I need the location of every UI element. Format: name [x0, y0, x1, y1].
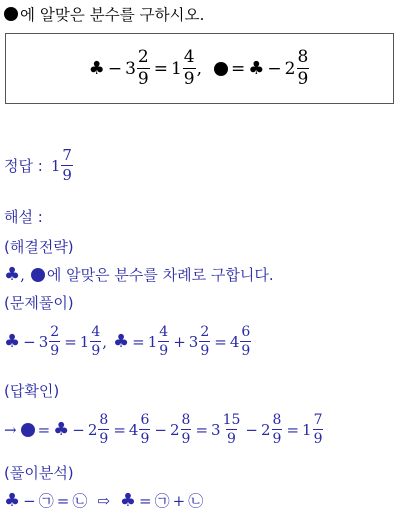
equals-sign: = — [139, 491, 152, 510]
check-line — [4, 413, 324, 446]
double-arrow-icon: ⇨ — [97, 491, 110, 510]
fraction: $\frac{2}{9}$ — [50, 324, 60, 359]
club-suit-icon: ♣ — [4, 263, 21, 285]
whole-number: 1 — [79, 332, 90, 351]
equals-sign: = — [113, 420, 126, 439]
minus-sign: − — [107, 58, 123, 79]
strategy-line — [4, 264, 274, 285]
analysis-heading: (풀이분석) — [4, 464, 74, 482]
filled-circle-icon — [4, 7, 18, 21]
comma: , — [196, 58, 203, 79]
equals-sign: = — [132, 332, 145, 351]
fraction: $\frac{6}{9}$ — [140, 412, 150, 447]
strategy-text: 에 알맞은 분수를 차례로 구합니다. — [46, 266, 274, 284]
equals-sign: = — [56, 491, 70, 510]
filled-circle-icon — [214, 62, 228, 76]
equals-sign: = — [64, 332, 77, 351]
answer-fraction: $\frac{7}{9}$ — [62, 146, 72, 184]
fraction: $\frac{4}{9}$ — [91, 324, 101, 359]
fraction: $\frac{8}{9}$ — [181, 412, 191, 447]
club-suit-icon: ♣ — [53, 418, 70, 440]
whole-number: 2 — [87, 420, 98, 439]
equals-sign: = — [195, 420, 209, 439]
plus-sign: + — [173, 332, 186, 351]
whole-number: 1 — [302, 420, 312, 439]
equals-sign: = — [286, 420, 300, 439]
minus-sign: − — [23, 491, 36, 510]
whole-number: 3 — [188, 332, 199, 351]
whole-number: 1 — [147, 332, 158, 351]
club-suit-icon: ♣ — [248, 57, 265, 79]
answer-whole: 1 — [50, 156, 61, 175]
minus-sign: − — [267, 58, 282, 79]
whole-number: 3 — [38, 332, 49, 351]
minus-sign: − — [72, 420, 85, 439]
minus-sign: − — [245, 420, 258, 439]
plus-sign: + — [172, 491, 186, 510]
club-suit-icon: ♣ — [4, 489, 21, 511]
question — [4, 3, 204, 25]
fraction: $\frac{15}{9}$ — [222, 412, 241, 447]
fraction: $\frac{6}{9}$ — [241, 324, 251, 359]
filled-circle-icon — [21, 423, 35, 437]
whole-number: 1 — [170, 58, 182, 79]
arrow-right-icon: → — [4, 420, 17, 439]
fraction: $\frac{2}{9}$ — [200, 324, 210, 359]
question-text: 에 알맞은 분수를 구하시오. — [20, 6, 205, 24]
equals-sign: = — [214, 332, 227, 351]
fraction: $\frac{4}{9}$ — [159, 324, 169, 359]
club-suit-icon: ♣ — [88, 57, 105, 79]
minus-sign: − — [154, 420, 167, 439]
whole-number: 2 — [260, 420, 271, 439]
fraction: $\frac{8}{9}$ — [297, 47, 309, 89]
whole-number: 3 — [211, 420, 221, 439]
fraction: $\frac{8}{9}$ — [272, 412, 282, 447]
filled-circle-icon — [31, 268, 45, 282]
equals-sign: = — [231, 58, 246, 79]
answer-label: 정답 : — [4, 157, 43, 175]
explanation-label: 해설 : — [4, 208, 43, 226]
circled-symbol: ㉡ — [72, 492, 88, 510]
club-suit-icon: ♣ — [113, 330, 130, 352]
circled-symbol: ㉡ — [188, 492, 204, 510]
problem-heading: (문제풀이) — [4, 294, 74, 312]
minus-sign: − — [23, 332, 36, 351]
check-heading: (답확인) — [4, 382, 60, 400]
analysis-line — [4, 490, 203, 511]
whole-number: 2 — [169, 420, 180, 439]
whole-number: 4 — [128, 420, 139, 439]
problem-line — [4, 325, 252, 358]
whole-number: 3 — [125, 58, 136, 79]
fraction: $\frac{4}{9}$ — [183, 47, 195, 89]
equals-sign: = — [37, 420, 51, 439]
comma: , — [20, 265, 25, 284]
whole-number: 2 — [284, 58, 296, 79]
club-suit-icon: ♣ — [119, 489, 137, 511]
answer-line — [4, 148, 74, 183]
club-suit-icon: ♣ — [4, 330, 21, 352]
fraction: $\frac{8}{9}$ — [99, 412, 109, 447]
equals-sign: = — [153, 58, 168, 79]
circled-symbol: ㉠ — [38, 492, 54, 510]
fraction: $\frac{2}{9}$ — [137, 47, 149, 89]
strategy-heading: (해결전략) — [4, 238, 74, 256]
comma: , — [102, 332, 108, 351]
fraction: $\frac{7}{9}$ — [313, 412, 323, 447]
equation-box — [5, 33, 394, 104]
whole-number: 4 — [229, 332, 240, 351]
circled-symbol: ㉠ — [154, 492, 170, 510]
